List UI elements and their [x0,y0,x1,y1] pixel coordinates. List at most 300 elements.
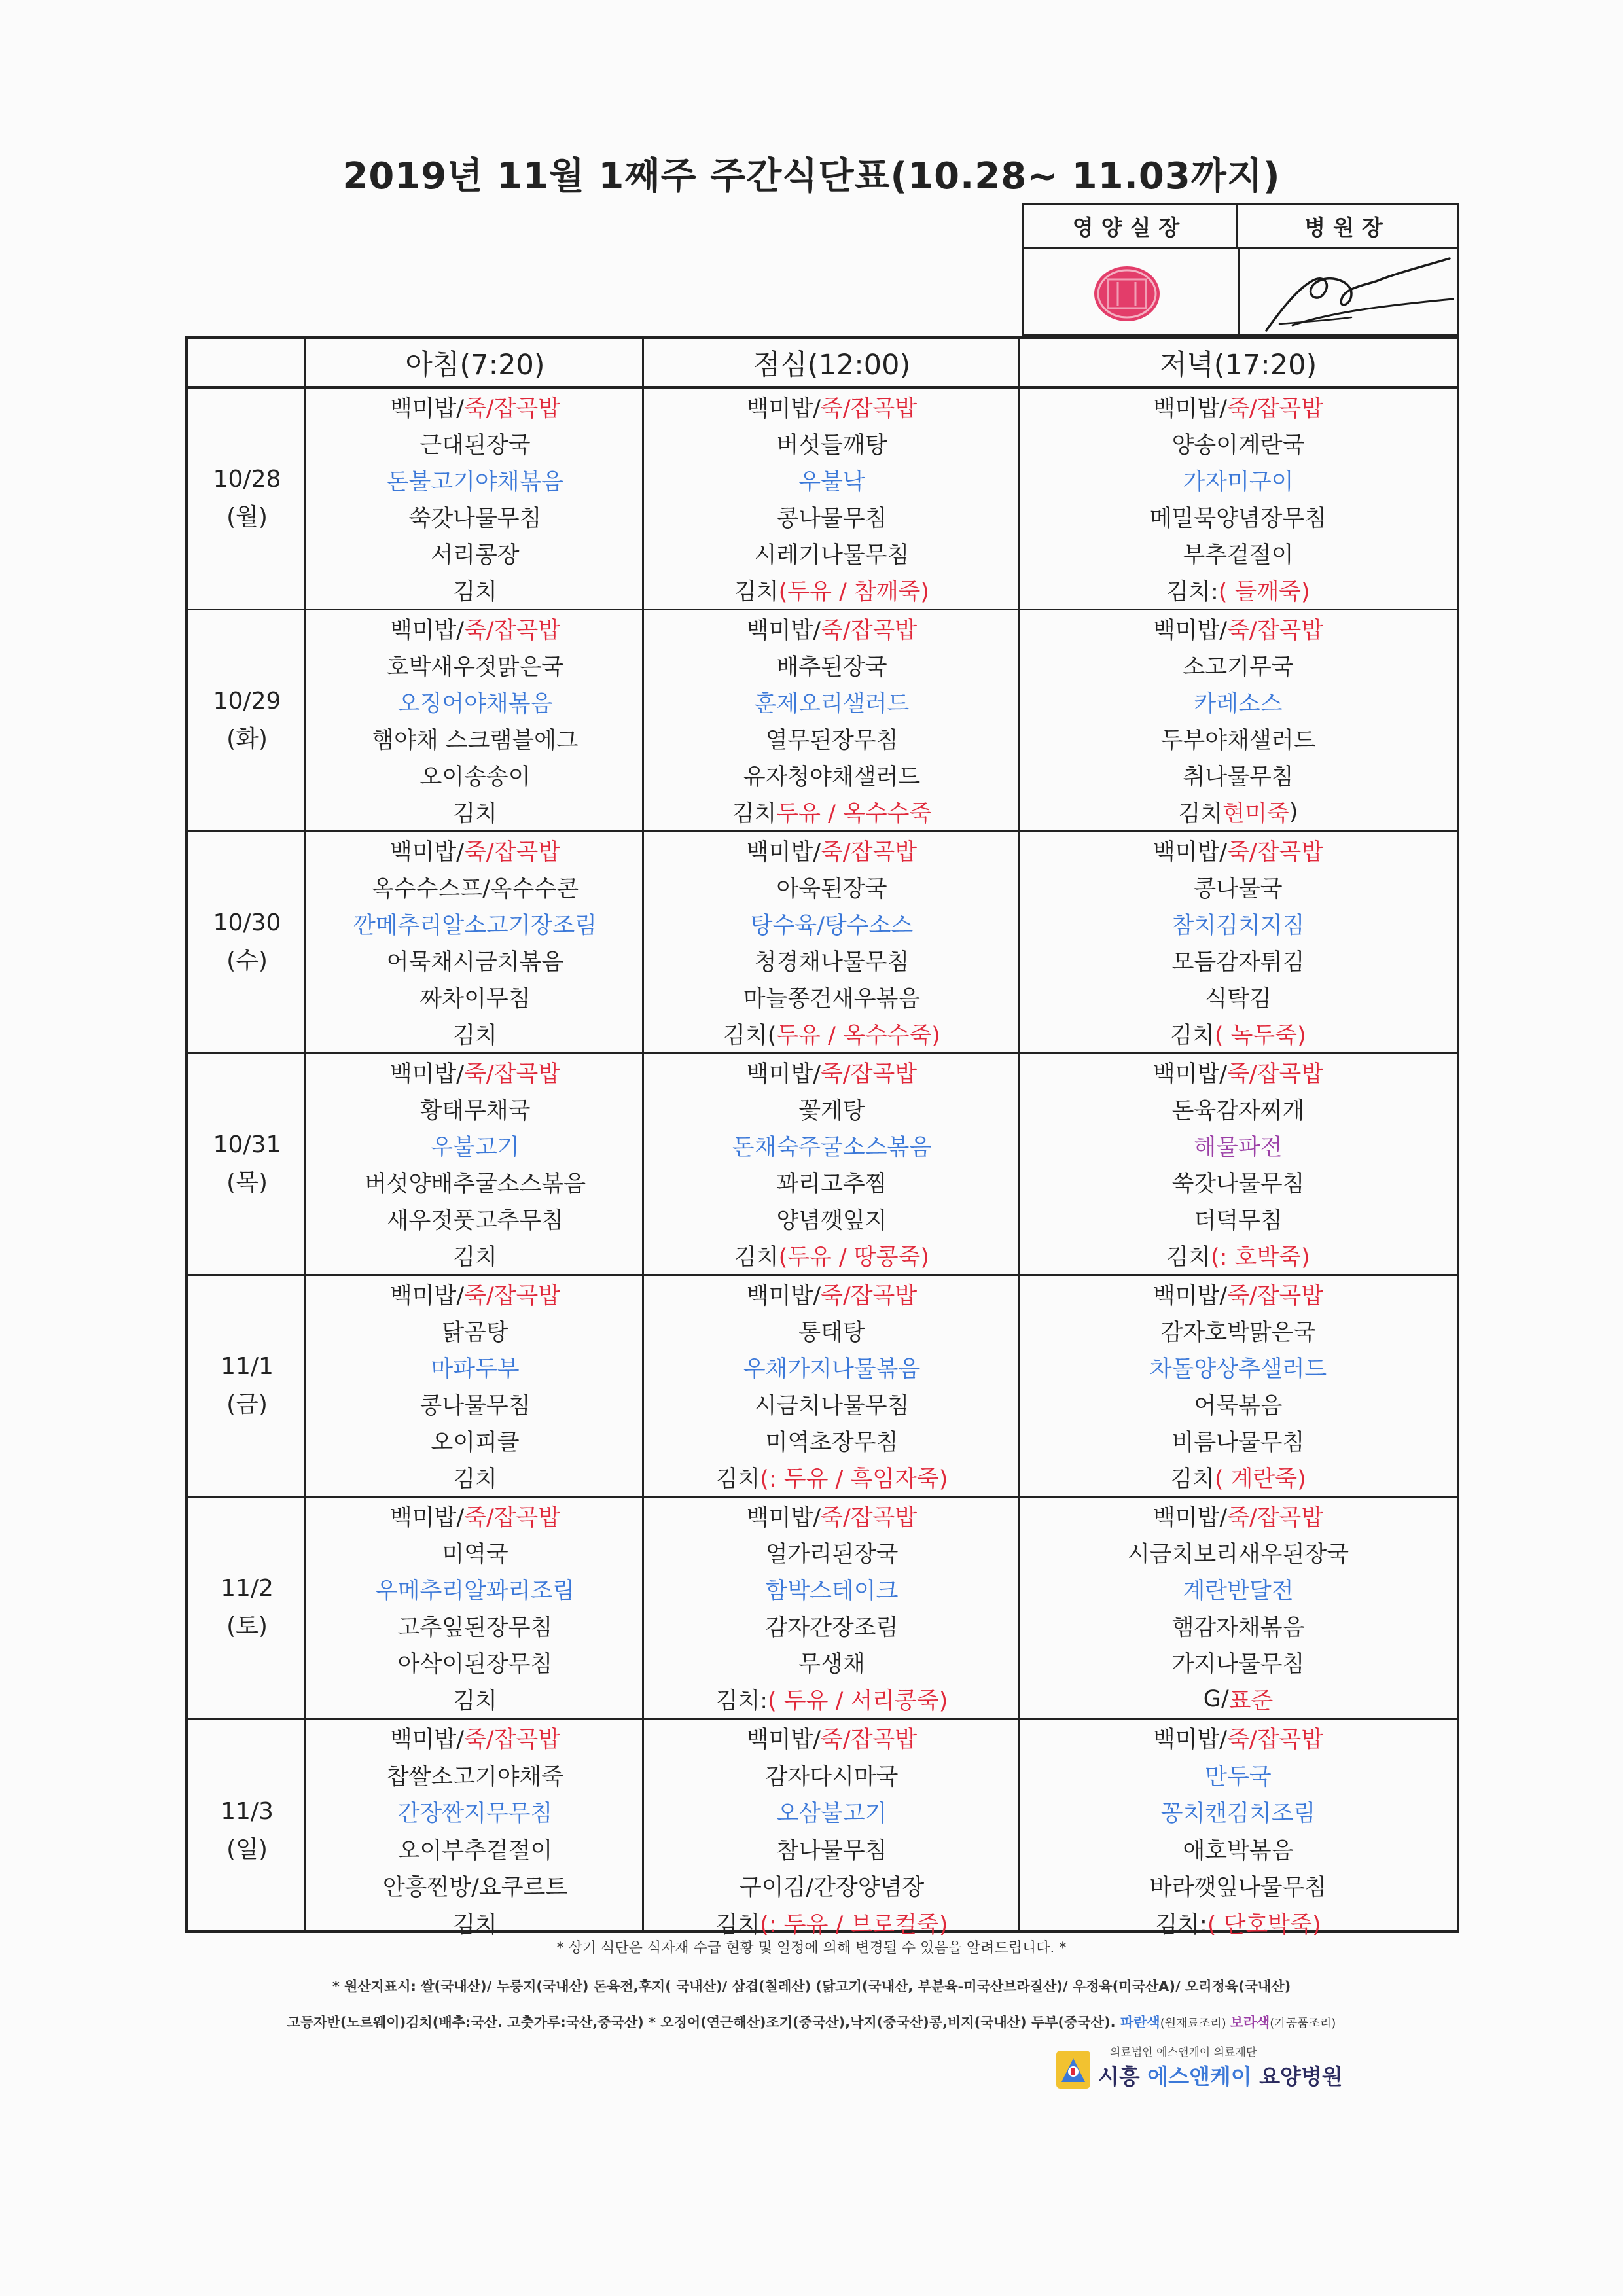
menu-item [644,832,1020,869]
dish-text: 김치 [715,1466,760,1492]
porridge-option: 죽/잡곡밥 [1227,1505,1324,1531]
column-divider [304,339,306,1930]
dish-text: 소고기무국 [1183,654,1294,680]
dinner-cell [1020,832,1457,1052]
day-label [188,610,306,830]
main-dish: 우불고기 [431,1135,520,1161]
porridge-option: 죽/잡곡밥 [821,1727,918,1754]
dish-text: 오이부추겉절이 [397,1837,553,1864]
menu-item [1020,572,1457,609]
menu-item [1020,906,1457,942]
menu-item [1020,1276,1457,1313]
menu-item [644,462,1020,499]
main-dish: 돈불고기야채볶음 [386,469,564,495]
porridge-option: ( 두유 / 서리콩죽) [768,1688,948,1714]
menu-item [644,1681,1020,1718]
menu-item [644,1905,1020,1942]
dish-text: 버섯들깨탕 [776,433,887,459]
day-date: 11/3 [221,1797,274,1825]
menu-item [306,1237,644,1274]
main-dish: 해물파전 [1194,1135,1283,1161]
dish-text: 김치 [453,1688,497,1714]
dish-text: 김치: [715,1688,768,1714]
day-label [188,389,306,609]
dish-text: 미역국 [442,1542,508,1568]
dish-text: 버섯양배추굴소스볶음 [364,1171,586,1197]
dish-text: 쑥갓나물무침 [1171,1171,1305,1197]
dish-text: 바라깻잎나물무침 [1149,1875,1327,1901]
dish-text: 백미밥/ [746,1061,821,1087]
dish-text: 김치 [453,1466,497,1492]
porridge-option: (: 두유 / 브로컬죽) [760,1911,948,1938]
dish-text: 김치 [715,1911,760,1938]
menu-item [306,979,644,1016]
dish-text: 백미밥/ [746,1283,821,1309]
dish-text: 김치( [723,1023,777,1049]
menu-item [306,425,644,462]
dish-text: 백미밥/ [1152,839,1228,866]
dish-text: 오이피클 [431,1430,520,1456]
menu-item [644,757,1020,794]
menu-item [306,1091,644,1127]
blue-legend-note: (원재료조리) [1160,2017,1230,2030]
porridge-option: 죽/잡곡밥 [821,396,918,422]
menu-item [1020,1793,1457,1831]
menu-item [306,1164,644,1201]
menu-item [1020,794,1457,830]
dish-text: 백미밥/ [389,1727,465,1754]
dish-text: 감자다시마국 [765,1763,899,1790]
porridge-option: (두유 / 땅콩죽) [778,1245,930,1271]
dish-text: 김치 [732,801,777,827]
dish-text: 백미밥/ [1152,1505,1228,1531]
nutrition-chief-header: 영양실장 [1024,205,1238,249]
porridge-option: 죽/잡곡밥 [464,618,561,644]
menu-item [644,1201,1020,1237]
menu-item [1020,499,1457,535]
lunch-header: 점심(12:00) [644,339,1020,389]
menu-item [1020,535,1457,572]
dish-text: 취나물무침 [1183,764,1294,790]
dish-text: 백미밥/ [746,1727,821,1754]
page-title: 2019년 11월 1째주 주간식단표(10.28~ 11.03까지) [342,155,1281,198]
dish-text: 햄야채 스크램블에그 [372,728,579,754]
signature-icon [1253,247,1463,338]
menu-item [306,462,644,499]
menu-item [1020,1608,1457,1644]
day-date: 10/28 [213,466,281,493]
dish-text: 호박새우젓맑은국 [386,654,564,680]
purple-legend-note: (가공품조리) [1270,2017,1336,2030]
lunch-cell [644,389,1020,609]
dish-text: 시금치보리새우된장국 [1127,1542,1349,1568]
dish-text: 쑥갓나물무침 [408,506,542,532]
main-dish: 마파두부 [431,1356,520,1383]
main-dish: 차돌양상추샐러드 [1149,1356,1327,1383]
dish-text: 백미밥/ [1152,1727,1228,1754]
menu-item [644,1164,1020,1201]
dish-text: 양념깻잎지 [776,1208,887,1234]
dish-text: 백미밥/ [746,396,821,422]
porridge-option: 죽/잡곡밥 [464,1061,561,1087]
breakfast-cell [306,1054,644,1274]
menu-item [1020,1720,1457,1757]
menu-item [306,906,644,942]
dish-text: 김치 [1170,1023,1215,1049]
menu-item [306,720,644,757]
dish-text: 부추겉절이 [1183,542,1294,569]
dish-text: 백미밥/ [1152,1061,1228,1087]
menu-item [306,1608,644,1644]
menu-item [1020,1313,1457,1349]
dish-text: 김치 [453,1911,497,1938]
menu-item [306,1313,644,1349]
main-dish: 훈제오리샐러드 [754,691,910,717]
dish-text: G/ [1203,1686,1229,1712]
dinner-cell [1020,610,1457,830]
dish-text: 무생채 [798,1651,865,1678]
dish-text: 비름나물무침 [1171,1430,1305,1456]
porridge-option: 죽/잡곡밥 [464,839,561,866]
dish-text: 닭곰탕 [442,1320,508,1346]
dish-text: 애호박볶음 [1183,1837,1294,1864]
menu-item [644,1422,1020,1459]
day-row [188,1276,1457,1498]
menu-item [1020,1905,1457,1942]
porridge-option: 죽/잡곡밥 [1227,396,1324,422]
dish-text: 옥수수스프/옥수수콘 [371,876,579,902]
breakfast-cell [306,1276,644,1496]
menu-item [1020,462,1457,499]
dish-text: 김치: [1166,579,1219,605]
menu-item [1020,1164,1457,1201]
menu-item [1020,942,1457,979]
origin-label-text: 고등자반(노르웨이)김치(배추:국산. 고춧가루:국산,중국산) * 오징어(연근해산)조기(중국산),낙지(중국산)콩,비지(국내산) 두부(중국산). [287,2015,1120,2030]
menu-item [306,572,644,609]
lunch-cell [644,610,1020,830]
day-weekday: (수) [226,947,268,974]
menu-item [644,1793,1020,1831]
dish-text: 돈육감자찌개 [1171,1098,1305,1124]
menu-item [306,1276,644,1313]
dish-text: 시금치나물무침 [754,1393,910,1419]
dish-text: 백미밥/ [1152,618,1228,644]
seal-stamp-icon [1088,262,1166,325]
dish-text: 어묵볶음 [1194,1393,1283,1419]
dish-text: 모듬감자튀김 [1171,949,1305,976]
porridge-option: ( 들깨죽) [1218,579,1310,605]
porridge-option: 죽/잡곡밥 [464,1727,561,1754]
menu-item [644,942,1020,979]
porridge-option: 죽/잡곡밥 [821,1061,918,1087]
menu-item [306,1905,644,1942]
porridge-option: ( 계란죽) [1214,1466,1306,1492]
menu-item [1020,869,1457,906]
porridge-option: 죽/잡곡밥 [1227,618,1324,644]
logo-name-part: 요양병원 [1251,2064,1343,2089]
dish-text: 김치 [734,1245,779,1271]
dish-text: 구이김/간장양념장 [739,1875,925,1901]
menu-item [306,1681,644,1718]
day-date: 10/30 [213,910,281,936]
menu-item [1020,1681,1457,1718]
day-weekday: (토) [226,1613,268,1640]
dish-text: 김치 [453,1245,497,1271]
menu-item [644,1386,1020,1422]
menu-item [306,1016,644,1052]
dish-text: 더덕무침 [1194,1208,1283,1234]
menu-item [644,499,1020,535]
menu-item [306,1571,644,1608]
menu-item [306,1534,644,1571]
menu-item [306,499,644,535]
porridge-option: ( 단호박죽) [1207,1911,1321,1938]
main-dish: 함박스테이크 [765,1578,899,1604]
dish-text: 참나물무침 [776,1837,887,1864]
dish-text: 얼가리된장국 [765,1542,899,1568]
menu-item [306,647,644,684]
menu-item [644,906,1020,942]
menu-item [644,684,1020,720]
dish-text: 김치 [734,579,779,605]
main-dish: 우불낙 [798,469,865,495]
dish-text: 김치 [1170,1466,1215,1492]
menu-item [306,684,644,720]
porridge-option: 죽/잡곡밥 [1227,1283,1324,1309]
dinner-header: 저녁(17:20) [1020,339,1457,389]
menu-item [644,1276,1020,1313]
main-dish: 꽁치캔김치조림 [1160,1801,1316,1828]
menu-item [644,572,1020,609]
menu-item [644,1498,1020,1534]
dish-text: ) [1289,799,1298,825]
lunch-cell [644,1054,1020,1274]
menu-item [644,535,1020,572]
menu-item [306,942,644,979]
menu-table [185,336,1459,1938]
day-row [188,1054,1457,1276]
day-row [188,389,1457,610]
menu-item [644,1534,1020,1571]
dish-text: 백미밥/ [389,1505,465,1531]
day-row [188,1720,1457,1941]
menu-item [1020,1644,1457,1681]
dish-text: 콩나물무침 [776,506,887,532]
menu-item [306,1459,644,1496]
main-dish: 계란반달전 [1183,1578,1294,1604]
dish-text: 햄감자채볶음 [1171,1615,1305,1641]
column-divider [1018,339,1020,1930]
menu-item [306,1644,644,1681]
main-dish: 우채가지나물볶음 [743,1356,921,1383]
main-dish: 오삼불고기 [776,1801,887,1828]
main-dish: 우메추리알꽈리조림 [375,1578,575,1604]
menu-item [1020,1237,1457,1274]
menu-item [1020,610,1457,647]
menu-item [644,389,1020,425]
dish-text: 김치 [453,801,497,827]
day-label [188,1276,306,1496]
dish-text: 가지나물무침 [1171,1651,1305,1678]
dish-text: 백미밥/ [389,1061,465,1087]
dish-text: 감자간장조림 [765,1615,899,1641]
menu-item [306,1793,644,1831]
logo-name [1098,2060,1343,2091]
menu-item [306,389,644,425]
dish-text: 찹쌀소고기야채죽 [386,1763,564,1790]
dish-text: 시레기나물무침 [754,542,910,569]
lunch-cell [644,1720,1020,1941]
dish-text: 오이송송이 [419,764,531,790]
menu-item [644,1459,1020,1496]
hospital-logo-icon [1055,2049,1092,2090]
dish-text: 짜차이무침 [419,986,531,1012]
dish-text: 어묵채시금치볶음 [386,949,564,976]
menu-item [1020,979,1457,1016]
porridge-option: (두유 / 참깨죽) [778,579,930,605]
menu-item [644,1313,1020,1349]
menu-item [644,647,1020,684]
logo-name-part: 시흥 [1098,2064,1148,2089]
menu-item [306,535,644,572]
menu-item [644,869,1020,906]
day-label [188,1498,306,1718]
dish-text: 미역초장무침 [765,1430,899,1456]
menu-item [1020,1459,1457,1496]
change-notice: * 상기 식단은 식자재 수급 현황 및 일정에 의해 변경될 수 있음을 알려드립니다. * [556,1940,1067,1956]
porridge-option: 죽/잡곡밥 [464,396,561,422]
menu-item [1020,1757,1457,1794]
menu-item [1020,1534,1457,1571]
dish-text: 백미밥/ [1152,1283,1228,1309]
menu-item [644,1016,1020,1052]
origin-label-line1: * 원산지표시: 쌀(국내산)/ 누룽지(국내산) 돈육전,후지( 국내산)/ 삼겹(칠레산) (닭고기(국내산, 부분육-미국산브라질산)/ 우정육(미국산A)/ 오리정육(국내산) [332,1979,1291,1994]
main-dish: 탕수육/탕수소스 [750,913,914,939]
porridge-option: 두유 / 옥수수죽) [776,1023,940,1049]
dish-text: 안흥찐방/요쿠르트 [382,1875,568,1901]
menu-item [1020,1422,1457,1459]
porridge-option: 죽/잡곡밥 [464,1505,561,1531]
main-dish: 만두국 [1205,1763,1272,1790]
dish-text: 백미밥/ [746,839,821,866]
porridge-option: 현미죽 [1222,801,1289,827]
menu-item [644,794,1020,830]
menu-item [1020,1386,1457,1422]
menu-item [1020,1054,1457,1091]
dish-text: 식탁김 [1205,986,1272,1012]
column-divider [642,339,644,1930]
menu-item [306,1831,644,1868]
porridge-option: (: 호박죽) [1210,1245,1310,1271]
porridge-option: 죽/잡곡밥 [1227,839,1324,866]
day-label [188,832,306,1052]
menu-item [1020,720,1457,757]
dish-text: 서리콩장 [431,542,520,569]
purple-legend: 보라색 [1230,2015,1270,2030]
director-header: 병원장 [1238,205,1457,249]
menu-item [644,1831,1020,1868]
day-label [188,1720,306,1941]
dish-text: 청경채나물무침 [754,949,910,976]
dish-text: 양송이계란국 [1171,433,1305,459]
menu-item [1020,1127,1457,1164]
dish-text: 유자청야채샐러드 [743,764,921,790]
menu-item [644,425,1020,462]
dish-text: 콩나물국 [1194,876,1283,902]
dish-text: 감자호박맑은국 [1160,1320,1316,1346]
approval-box [1022,203,1459,336]
day-row [188,832,1457,1054]
dish-text: 꽈리고추찜 [776,1171,887,1197]
porridge-option: 죽/잡곡밥 [1227,1061,1324,1087]
day-weekday: (일) [226,1835,268,1863]
menu-item [1020,832,1457,869]
dish-text: 두부야채샐러드 [1160,728,1316,754]
menu-item [306,1757,644,1794]
menu-item [306,610,644,647]
menu-item [306,1386,644,1422]
menu-item [1020,1016,1457,1052]
breakfast-cell [306,1498,644,1718]
dish-text: 백미밥/ [389,618,465,644]
menu-item [644,610,1020,647]
menu-item [1020,1091,1457,1127]
dish-text: 메밀묵양념장무침 [1149,506,1327,532]
porridge-option: 죽/잡곡밥 [1227,1727,1324,1754]
dish-text: 열무된장무침 [765,728,899,754]
breakfast-cell [306,610,644,830]
menu-item [1020,1498,1457,1534]
menu-item [644,720,1020,757]
menu-item [644,1054,1020,1091]
porridge-option: 죽/잡곡밥 [821,618,918,644]
dish-text: 마늘쫑건새우볶음 [743,986,921,1012]
dinner-cell [1020,1054,1457,1274]
menu-item [644,1571,1020,1608]
main-dish: 카레소스 [1194,691,1283,717]
logo-subtitle: 의료법인 에스앤케이 의료재단 [1110,2046,1257,2059]
dish-text: 김치 [453,579,497,605]
porridge-option: 표준 [1228,1688,1274,1714]
menu-item [306,794,644,830]
dish-text: 김치 [1166,1245,1211,1271]
menu-item [306,757,644,794]
dish-text: 김치: [1155,1911,1207,1938]
approval-divider [1238,249,1240,338]
main-dish: 간장짠지무무침 [397,1801,553,1828]
breakfast-cell [306,389,644,609]
menu-item [644,1091,1020,1127]
dish-text: 배추된장국 [776,654,887,680]
dish-text: 백미밥/ [1152,396,1228,422]
menu-item [644,1127,1020,1164]
dinner-cell [1020,389,1457,609]
dish-text: 새우젓풋고추무침 [386,1208,564,1234]
hospital-logo [1055,2041,1343,2094]
dish-text: 통태탕 [798,1320,865,1346]
menu-item [644,1349,1020,1386]
porridge-option: 죽/잡곡밥 [464,1283,561,1309]
menu-item [1020,684,1457,720]
breakfast-cell [306,1720,644,1941]
dish-text: 김치 [453,1023,497,1049]
dish-text: 근대된장국 [419,433,531,459]
menu-item [306,869,644,906]
menu-item [306,1867,644,1905]
blue-legend: 파란색 [1120,2015,1160,2030]
day-row [188,610,1457,832]
dish-text: 아삭이된장무침 [397,1651,553,1678]
